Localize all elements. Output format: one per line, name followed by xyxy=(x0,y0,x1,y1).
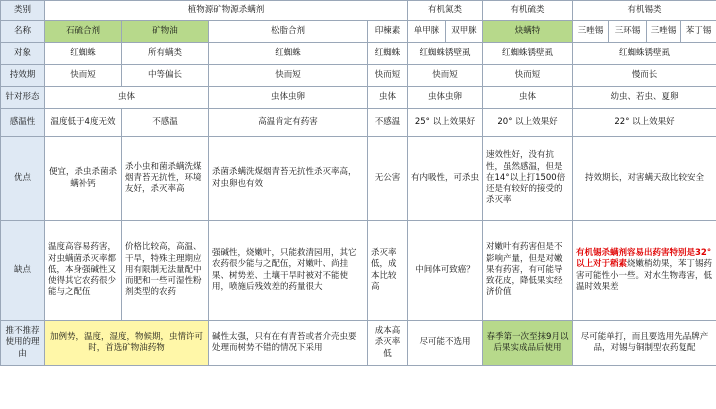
reason-songzhi: 碱性太强，只有在有青苔或者介壳虫要处理而树势不错的情况下采用 xyxy=(209,321,368,366)
target-kuangwu: 所有螨类 xyxy=(122,43,209,65)
disadvantages-sulfur: 对嫩叶有药害但是不影响产量，但是对嫩果有药害，有可能导致花皮，降低果实经济价值 xyxy=(483,221,573,321)
advantages-row xyxy=(1,137,716,221)
disadvantages-yinlian: 杀灭率低，成本比较高 xyxy=(368,221,408,321)
disadvantages-tin-warning: 有机锡杀螨剂容易出药害特别是32°以上对于稻素 xyxy=(576,248,712,270)
temperature-sulfur: 20° 以上效果好 xyxy=(483,109,573,137)
stage-tin: 幼虫、若虫、夏卵 xyxy=(573,87,716,109)
row-label-disadvantages: 缺点 xyxy=(1,221,45,321)
row-label-target: 对象 xyxy=(1,43,45,65)
disadvantages-shijian: 温度高容易药害，对虫螨菌杀灭率都低，本身强碱性又使得其它农药很少能与之配伍 xyxy=(45,221,122,321)
target-tin: 红蜘蛛锈壁虱 xyxy=(573,43,716,65)
target-songzhi: 红蜘蛛 xyxy=(209,43,368,65)
row-label-reason: 推不推荐使用的理由 xyxy=(1,321,45,366)
duration-amidine: 快而短 xyxy=(408,65,483,87)
disadvantages-tin xyxy=(573,221,716,321)
advantages-tin: 持效期长，对害螨天敌比较安全 xyxy=(573,137,716,221)
disadvantages-kuangwu: 价格比较高，高温、干旱，特殊主理期应用有限制无法量配中而肥和一些可湿性粉剂类型的农药 xyxy=(122,221,209,321)
duration-sulfur: 快而短 xyxy=(483,65,573,87)
temperature-shijian: 温度低于4度无效 xyxy=(45,109,122,137)
group-heterocyclic: 有机氮类 xyxy=(408,1,483,21)
reason-tin: 尽可能单打，而且要选用先品牌产品，对锡与铜制型农药复配 xyxy=(573,321,716,366)
temperature-tin: 22° 以上效果好 xyxy=(573,109,716,137)
advantages-kuangwu: 杀小虫和菌杀螨洗煤烟青苔无抗性，环境友好，杀灭率高 xyxy=(122,137,209,221)
reason-shijian-kuangwu: 加例势，温度，湿度，物候期，虫情许可时，首选矿物油药物 xyxy=(45,321,209,366)
target-amidine: 红蜘蛛锈壁虱 xyxy=(408,43,483,65)
duration-yinlian: 快而短 xyxy=(368,65,408,87)
name-row xyxy=(1,21,716,43)
stage-songzhi: 虫体虫卵 xyxy=(209,87,368,109)
row-label-temperature: 感温性 xyxy=(1,109,45,137)
target-shijian: 红蜘蛛 xyxy=(45,43,122,65)
disadvantages-row xyxy=(1,221,716,321)
stage-sulfur: 虫体 xyxy=(483,87,573,109)
name-kuangwu: 矿物油 xyxy=(122,21,209,43)
name-shuangjia: 双甲脒 xyxy=(446,21,483,43)
advantages-songzhi: 杀菌杀螨洗煤烟青苔无抗性杀灭率高，对虫卵也有效 xyxy=(209,137,368,221)
temperature-amidine: 25° 以上效果好 xyxy=(408,109,483,137)
name-sanhuansi: 三唑锡 xyxy=(647,21,681,43)
name-yinlian: 印楝素 xyxy=(368,21,408,43)
name-songzhi: 松脂合剂 xyxy=(209,21,368,43)
temperature-songzhi: 高温肯定有药害 xyxy=(209,109,368,137)
category-label: 类别 xyxy=(1,1,45,21)
advantages-yinlian: 无公害 xyxy=(368,137,408,221)
row-label-duration: 持效期 xyxy=(1,65,45,87)
temperature-yinlian: 不感温 xyxy=(368,109,408,137)
advantages-amidine: 有内吸性，可杀虫 xyxy=(408,137,483,221)
reason-yinlian: 成本高杀灭率低 xyxy=(368,321,408,366)
stage-yinlian: 虫体 xyxy=(368,87,408,109)
temperature-row xyxy=(1,109,716,137)
row-label-advantages: 优点 xyxy=(1,137,45,221)
disadvantages-amidine: 中间体可致癌？ xyxy=(408,221,483,321)
header-row xyxy=(1,1,716,21)
disadvantages-songzhi: 强碱性，烧嫩叶，只能救清园用，其它农药很少能与之配伍，对嫩叶、尚挂果、树势差、土壤干旱时被对不能使用，喷施后残效差的药量很大 xyxy=(209,221,368,321)
stage-row xyxy=(1,87,716,109)
name-bending: 苯丁锡 xyxy=(681,21,716,43)
group-tin: 有机锡类 xyxy=(573,1,716,21)
stage-shijian-kuangwu: 虫体 xyxy=(45,87,209,109)
advantages-sulfur: 速效性好，没有抗性，虽然感温，但是在14°以上打1500倍还是有较好的接受的杀灭率 xyxy=(483,137,573,221)
row-label-stage: 针对形态 xyxy=(1,87,45,109)
duration-shijian: 快而短 xyxy=(45,65,122,87)
target-sulfur: 红蜘蛛锈壁虱 xyxy=(483,43,573,65)
name-kemanle: 炔螨特 xyxy=(483,21,573,43)
name-sanzuo: 三唑锡 xyxy=(573,21,609,43)
target-row xyxy=(1,43,716,65)
duration-tin: 慢而长 xyxy=(573,65,716,87)
reason-row xyxy=(1,321,716,366)
disadvantages-tin-detail: 烧嫩梢幼果，苯丁锡药害可能性小一些。对水生物毒害，低温时效果差 xyxy=(576,259,713,292)
reason-sulfur: 春季第一次至抹9月以后果实成品后使用 xyxy=(483,321,573,366)
group-plant-mineral: 植物源矿物源杀螨剂 xyxy=(45,1,408,21)
duration-songzhi: 快而短 xyxy=(209,65,368,87)
duration-kuangwu: 中等偏长 xyxy=(122,65,209,87)
row-label-name: 名称 xyxy=(1,21,45,43)
duration-row xyxy=(1,65,716,87)
name-shijian: 石硫合剂 xyxy=(45,21,122,43)
advantages-shijian: 便宜，杀虫杀菌杀螨补钙 xyxy=(45,137,122,221)
target-yinlian: 红蜘蛛 xyxy=(368,43,408,65)
stage-amidine: 虫体虫卵 xyxy=(408,87,483,109)
reason-amidine: 尽可能不选用 xyxy=(408,321,483,366)
group-sulfur: 有机硫类 xyxy=(483,1,573,21)
name-sanhuan: 三环锡 xyxy=(609,21,647,43)
name-danjia: 单甲脒 xyxy=(408,21,446,43)
temperature-kuangwu: 不感温 xyxy=(122,109,209,137)
